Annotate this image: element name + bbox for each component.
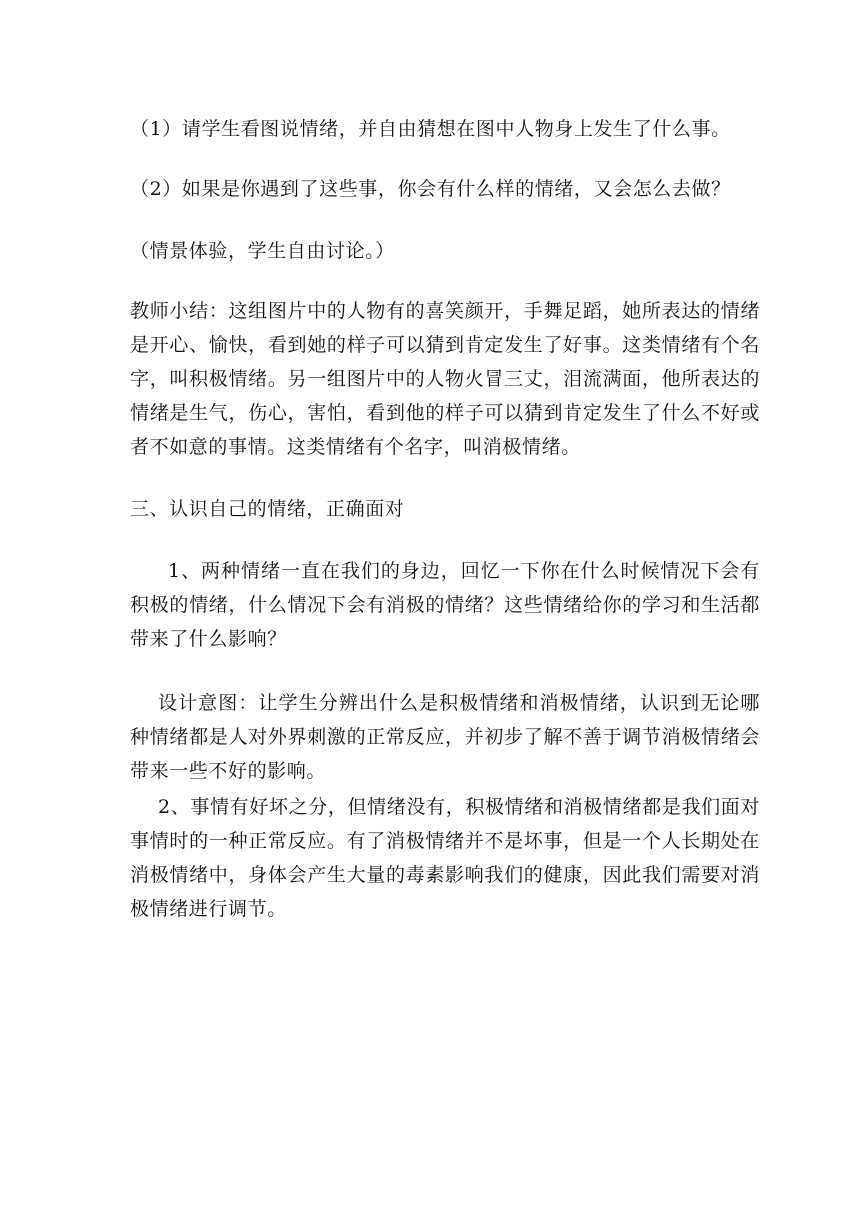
paragraph-item-2: 2、事情有好坏之分，但情绪没有，积极情绪和消极情绪都是我们面对事情时的一种正常反应。有了消极情绪并不是坏事，但是一个人长期处在消极情绪中，身体会产生大量的毒素影响我们的健康，因此我们需要对消极情绪进行调节。 xyxy=(130,796,760,920)
paragraph-item-1: 1、两种情绪一直在我们的身边，回忆一下你在什么时候情况下会有积极的情绪，什么情况下会有消极的情绪？这些情绪给你的学习和生活都带来了什么影响？ xyxy=(130,560,760,650)
section-heading-3: 三、认识自己的情绪，正确面对 xyxy=(130,498,405,520)
paragraph-teacher-summary: 教师小结：这组图片中的人物有的喜笑颜开，手舞足蹈，她所表达的情绪是开心、愉快，看到她的样子可以猜到肯定发生了好事。这类情绪有个名字，叫积极情绪。另一组图片中的人物火冒三丈，泪流满面，他所表达的情绪是生气，伤心，害怕，看到他的样子可以猜到肯定发生了什么不好或者不如意的事情。这类情绪有个名字，叫消极情绪。 xyxy=(130,300,760,458)
paragraph-question-1: （1）请学生看图说情绪，并自由猜想在图中人物身上发生了什么事。 xyxy=(130,118,731,140)
paragraph-scenario-note: （情景体验，学生自由讨论。） xyxy=(130,240,395,262)
paragraph-question-2: （2）如果是你遇到了这些事，你会有什么样的情绪，又会怎么去做？ xyxy=(130,178,731,200)
paragraph-design-intent: 设计意图：让学生分辨出什么是积极情绪和消极情绪，认识到无论哪种情绪都是人对外界刺激的正常反应，并初步了解不善于调节消极情绪会带来一些不好的影响。 xyxy=(130,692,760,782)
